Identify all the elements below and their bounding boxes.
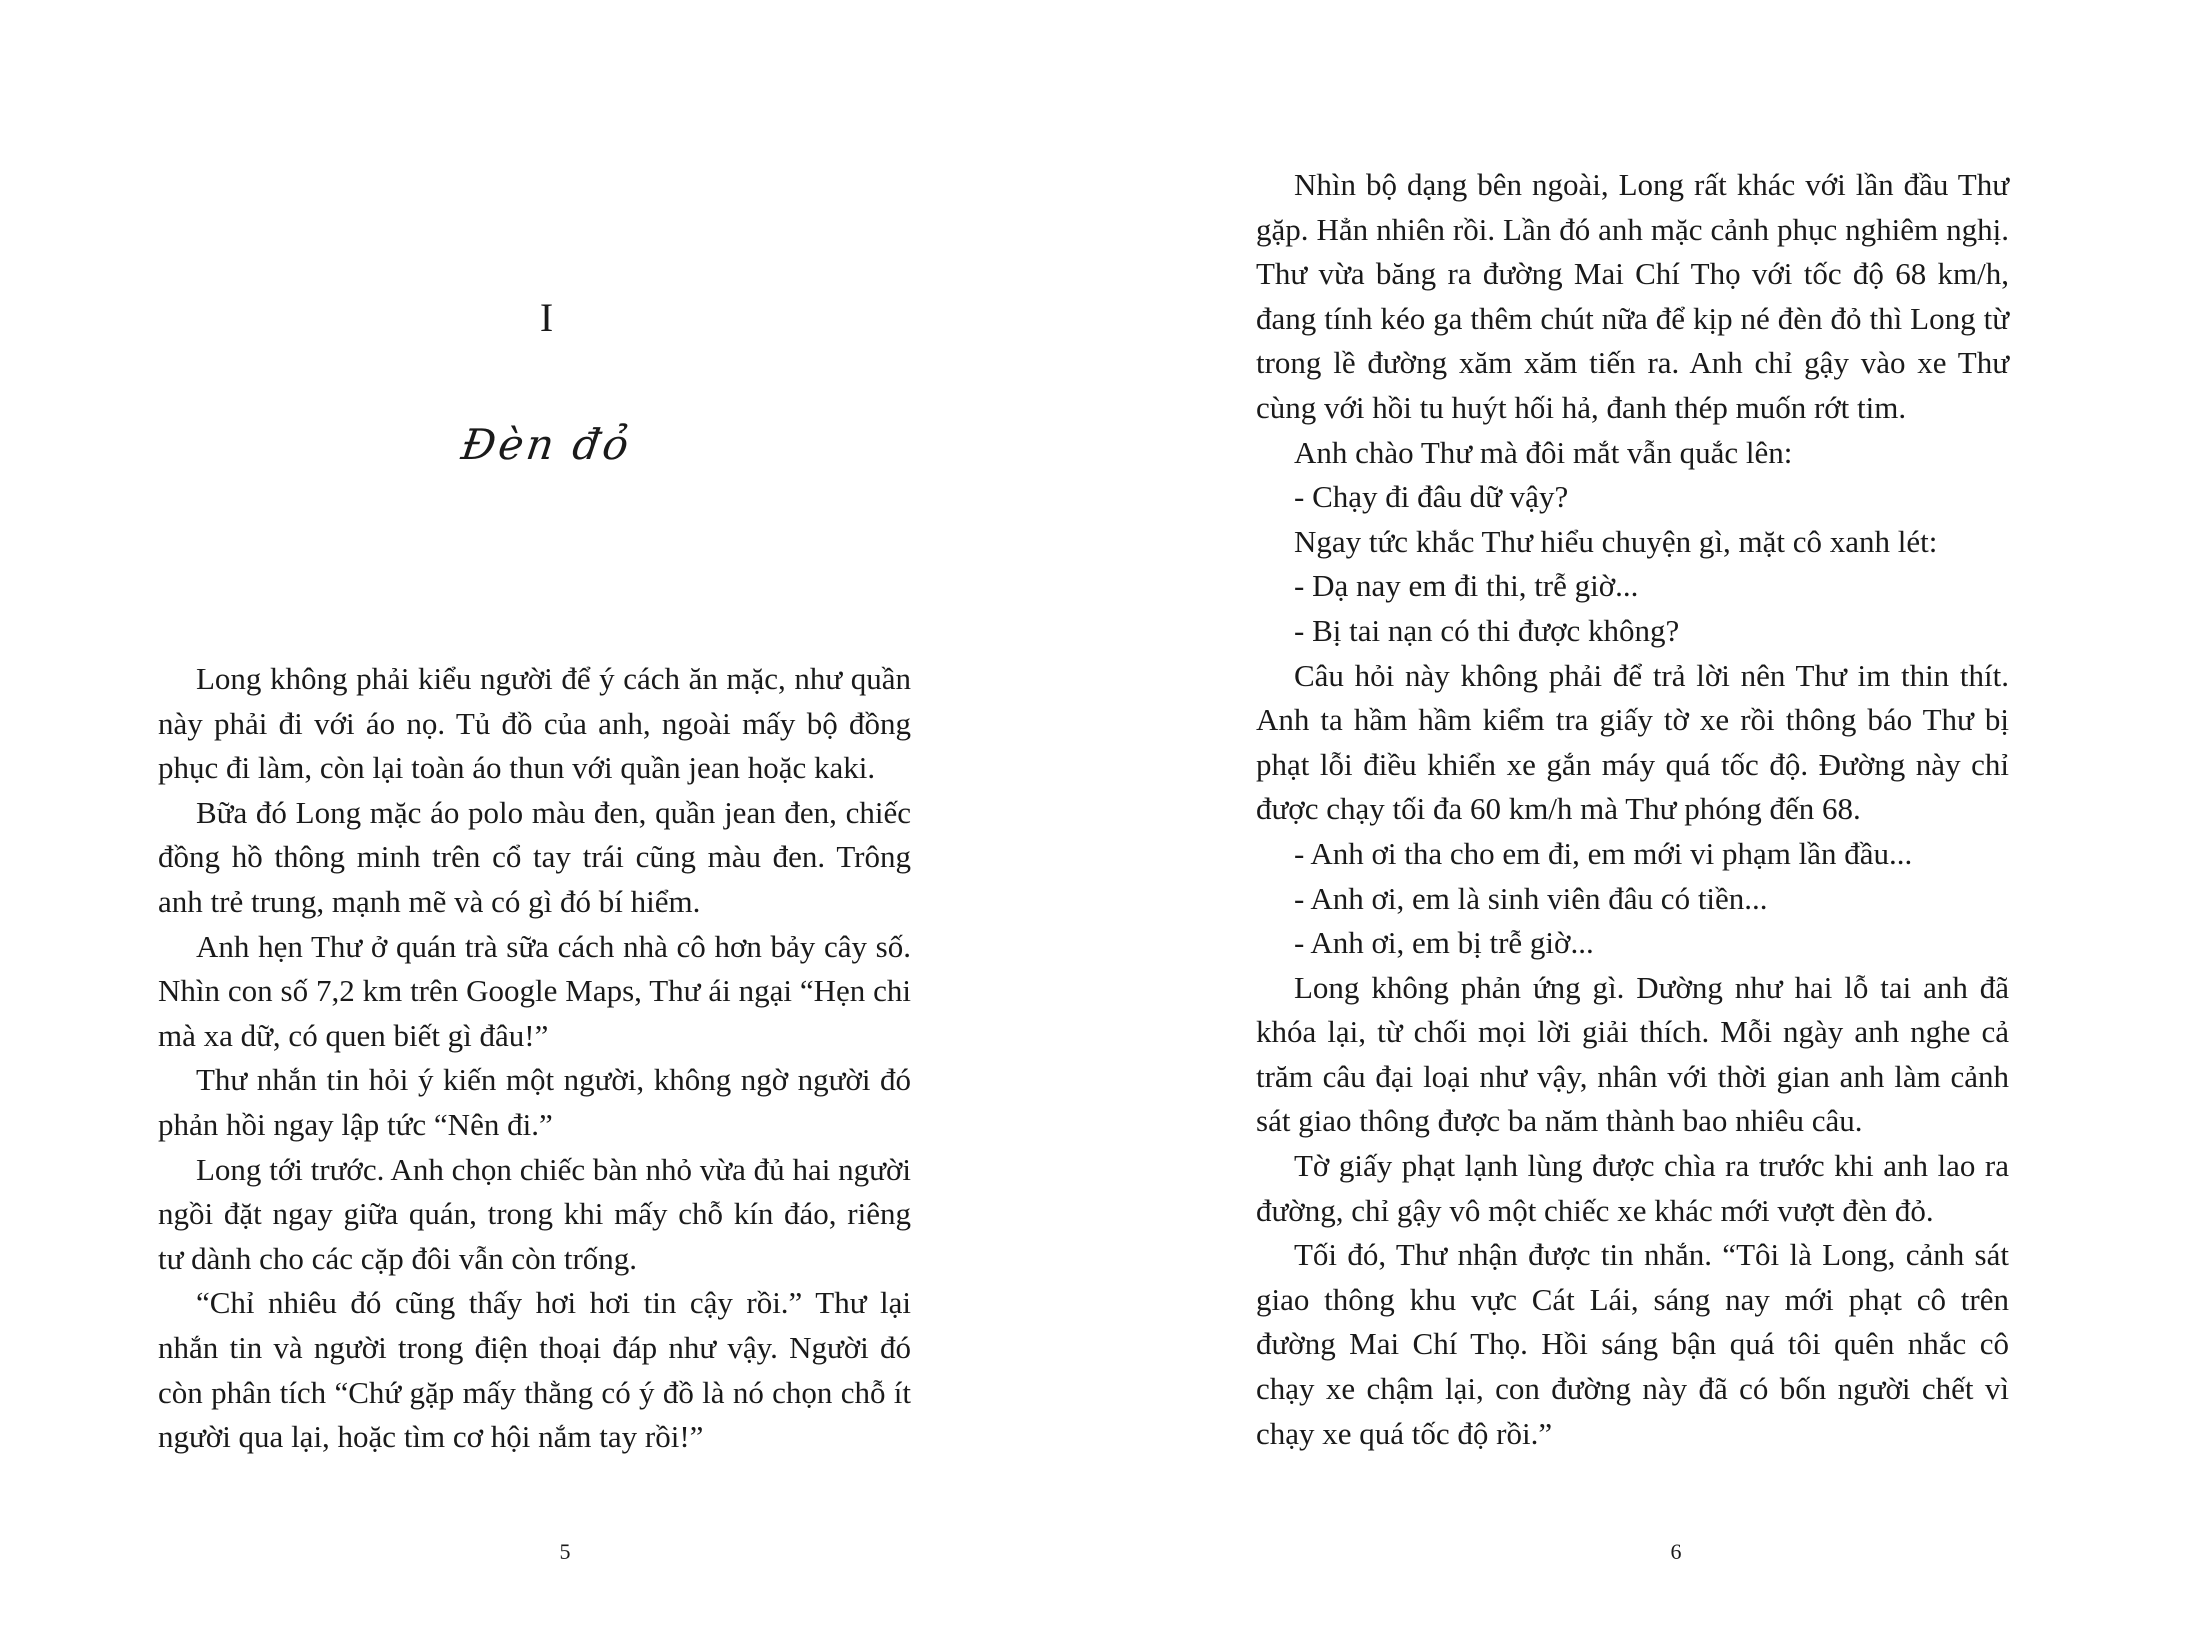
paragraph: Tờ giấy phạt lạnh lùng được chìa ra trước khi anh lao ra đường, chỉ gậy vô một chiếc xe khác mới vượt đèn đỏ. xyxy=(1256,1148,2009,1228)
page-number-left: 5 xyxy=(559,1539,571,1564)
chapter-title: Đèn đỏ xyxy=(458,420,635,469)
dialogue-line: - Bị tai nạn có thi được không? xyxy=(1294,612,1680,648)
paragraph: “Chỉ nhiêu đó cũng thấy hơi hơi tin cậy rồi.” Thư lại nhắn tin và người trong điện thoại đáp như vậy. Người đó còn phân tích “Chứ gặp mấy thằng có ý đồ là nó chọn chỗ ít người qua lại, hoặc tìm cơ hội nắm tay rồi!” xyxy=(158,1285,911,1455)
dialogue-line: - Anh ơi, em bị trễ giờ... xyxy=(1294,925,1594,961)
paragraph: Câu hỏi này không phải để trả lời nên Thư im thin thít. Anh ta hầm hầm kiểm tra giấy tờ xe rồi thông báo Thư bị phạt lỗi điều khiển xe gắn máy quá tốc độ. Đường này chỉ được chạy tối đa 60 km/h mà Thư phóng đến 68. xyxy=(1256,657,2009,827)
paragraph: Long tới trước. Anh chọn chiếc bàn nhỏ vừa đủ hai người ngồi đặt ngay giữa quán, trong khi mấy chỗ kín đáo, riêng tư dành cho các cặp đôi vẫn còn trống. xyxy=(158,1151,911,1276)
paragraph: Long không phải kiểu người để ý cách ăn mặc, như quần này phải đi với áo nọ. Tủ đồ của anh, ngoài mấy bộ đồng phục đi làm, còn lại toàn áo thun với quần jean hoặc kaki. xyxy=(158,661,911,786)
dialogue-line: - Dạ nay em đi thi, trễ giờ... xyxy=(1294,568,1639,604)
chapter-number: I xyxy=(539,295,554,340)
right-page-body xyxy=(1256,163,2009,1456)
paragraph: Ngay tức khắc Thư hiểu chuyện gì, mặt cô xanh lét: xyxy=(1294,523,1938,559)
paragraph: Tối đó, Thư nhận được tin nhắn. “Tôi là Long, cảnh sát giao thông khu vực Cát Lái, sáng nay mới phạt cô trên đường Mai Chí Thọ. Hồi sáng bận quá tôi quên nhắc cô chạy xe chậm lại, con đường này đã có bốn người chết vì chạy xe quá tốc độ rồi.” xyxy=(1256,1237,2009,1451)
paragraph: Thư nhắn tin hỏi ý kiến một người, không ngờ người đó phản hồi ngay lập tức “Nên đi.” xyxy=(158,1062,911,1142)
paragraph: Long không phản ứng gì. Dường như hai lỗ tai anh đã khóa lại, từ chối mọi lời giải thích. Mỗi ngày anh nghe cả trăm câu đại loại như vậy, nhân với thời gian anh làm cảnh sát giao thông được ba năm thành bao nhiêu câu. xyxy=(1256,969,2009,1139)
dialogue-line: - Chạy đi đâu dữ vậy? xyxy=(1294,479,1569,515)
right-page xyxy=(1093,0,2186,1646)
paragraph: Anh chào Thư mà đôi mắt vẫn quắc lên: xyxy=(1294,434,1793,470)
paragraph: Nhìn bộ dạng bên ngoài, Long rất khác với lần đầu Thư gặp. Hẳn nhiên rồi. Lần đó anh mặc cảnh phục nghiêm nghị. Thư vừa băng ra đường Mai Chí Thọ với tốc độ 68 km/h, đang tính kéo ga thêm chút nữa để kịp né đèn đỏ thì Long từ trong lề đường xăm xăm tiến ra. Anh chỉ gậy vào xe Thư cùng với hồi tu huýt hối hả, đanh thép muốn rớt tim. xyxy=(1256,167,2009,425)
page-number-right: 6 xyxy=(1670,1539,1682,1564)
paragraph: Anh hẹn Thư ở quán trà sữa cách nhà cô hơn bảy cây số. Nhìn con số 7,2 km trên Google Maps, Thư ái ngại “Hẹn chi mà xa dữ, có quen biết gì đâu!” xyxy=(158,928,911,1053)
paragraph: Bữa đó Long mặc áo polo màu đen, quần jean đen, chiếc đồng hồ thông minh trên cổ tay trái cũng màu đen. Trông anh trẻ trung, mạnh mẽ và có gì đó bí hiểm. xyxy=(158,794,911,919)
dialogue-line: - Anh ơi tha cho em đi, em mới vi phạm lần đầu... xyxy=(1294,835,1913,871)
dialogue-line: - Anh ơi, em là sinh viên đâu có tiền... xyxy=(1294,880,1768,916)
left-page-body xyxy=(158,657,911,1460)
